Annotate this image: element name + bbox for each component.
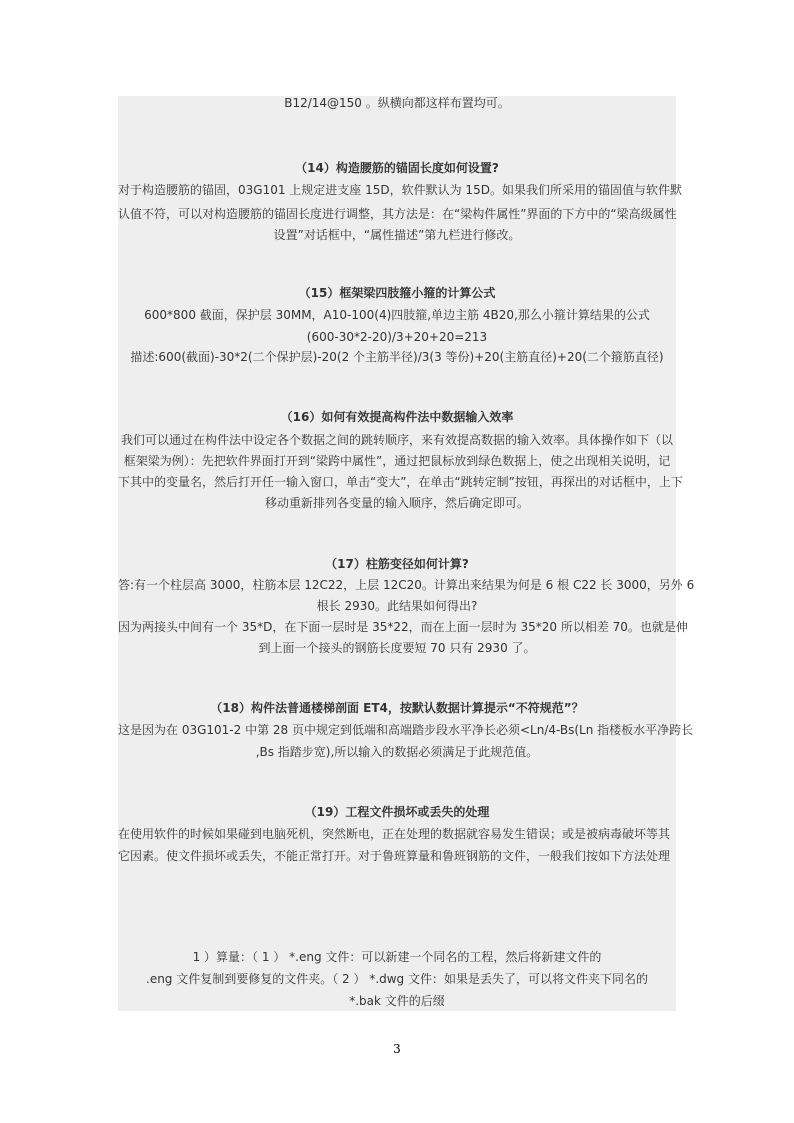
section-19-line: 它因素。使文件损坏或丢失，不能正常打开。对于鲁班算量和鲁班钢筋的文件，一般我们按如下方法处理 [118, 849, 671, 863]
section-18-heading: （18）构件法普通楼梯剖面 ET4，按默认数据计算提示“不符规范”？ [210, 701, 584, 715]
section-14-line: 设置”对话框中，“属性描述”第九栏进行修改。 [273, 228, 521, 242]
section-17-line: 答:有一个柱层高 3000，柱筋本层 12C22，上层 12C20。计算出来结果为何是 6 根 C22 长 3000，另外 6 [118, 578, 695, 592]
section-14-line: 对于构造腰筋的锚固，03G101 上规定进支座 15D，软件默认为 15D。如果我们所采用的锚固值与软件默 [118, 183, 682, 197]
section-19-line: 在使用软件的时候如果碰到电脑死机，突然断电，正在处理的数据就容易发生错误；或是被病毒破坏等其 [118, 827, 671, 841]
section-15-line: 描述:600(截面)-30*2(二个保护层)-20(2 个主筋半径)/3(3 等份)+20(主筋直径)+20(二个箍筋直径) [130, 350, 664, 364]
section-15-heading: （15）框架梁四肢箍小箍的计算公式 [298, 286, 496, 300]
footer-line: .eng 文件复制到要修复的文件夹。（ 2 ） *.dwg 文件：如果是丢失了，可以将文件夹下同名的 [146, 972, 648, 986]
footer-line: *.bak 文件的后缀 [349, 994, 445, 1008]
section-16-line: 下其中的变量名，然后打开任一输入窗口，单击“变大”，在单击“跳转定制”按钮，再探出的对话框中，上下 [118, 475, 683, 489]
section-17-line: 根长 2930。此结果如何得出? [316, 599, 478, 613]
section-15-line: (600-30*2-20)/3+20+20=213 [306, 330, 488, 344]
section-16-heading: （16）如何有效提高构件法中数据输入效率 [280, 410, 514, 424]
page-number: 3 [393, 1042, 401, 1056]
section-17-line: 因为两接头中间有一个 35*D，在下面一层时是 35*22，而在上面一层时为 35*20 所以相差 70。也就是伸 [118, 620, 688, 634]
document-content-panel [118, 96, 695, 1011]
section-14-heading: （14）构造腰筋的锚固长度如何设置? [295, 161, 499, 175]
section-16-line: 框架梁为例）：先把软件界面打开到“梁跨中属性”，通过把鼠标放到绿色数据上，使之出现相关说明，记 [123, 454, 671, 468]
section-16-line: 移动重新排列各变量的输入顺序，然后确定即可。 [264, 496, 529, 510]
section-17-line: 到上面一个接头的钢筋长度要短 70 只有 2930 了。 [258, 641, 536, 655]
section-19-heading: （19）工程文件损坏或丢失的处理 [304, 805, 490, 819]
section-17-heading: （17）柱筋变径如何计算? [325, 557, 469, 571]
footer-line: 1 ）算量：（ 1 ） *.eng 文件：可以新建一个同名的工程，然后将新建文件的 [192, 950, 602, 964]
section-16-line: 我们可以通过在构件法中设定各个数据之间的跳转顺序，来有效提高数据的输入效率。具体操作如下（以 [120, 433, 673, 447]
section-18-line: 这是因为在 03G101-2 中第 28 页中规定到低端和高端踏步段水平净长必须<Ln/4-Bs(Ln 指楼板水平净跨长 [118, 723, 694, 737]
section-18-line: ,Bs 指踏步宽),所以输入的数据必须满足于此规范值。 [255, 745, 539, 759]
top-line: B12/14@150 。纵横向都这样布置均可。 [284, 96, 510, 110]
section-15-line: 600*800 截面，保护层 30MM，A10-100(4)四肢箍,单边主筋 4B20,那么小箍计算结果的公式 [144, 308, 650, 322]
section-14-line: 认值不符，可以对构造腰筋的锚固长度进行调整，其方法是：在“梁构件属性”界面的下方中的“梁高级属性 [118, 207, 677, 221]
